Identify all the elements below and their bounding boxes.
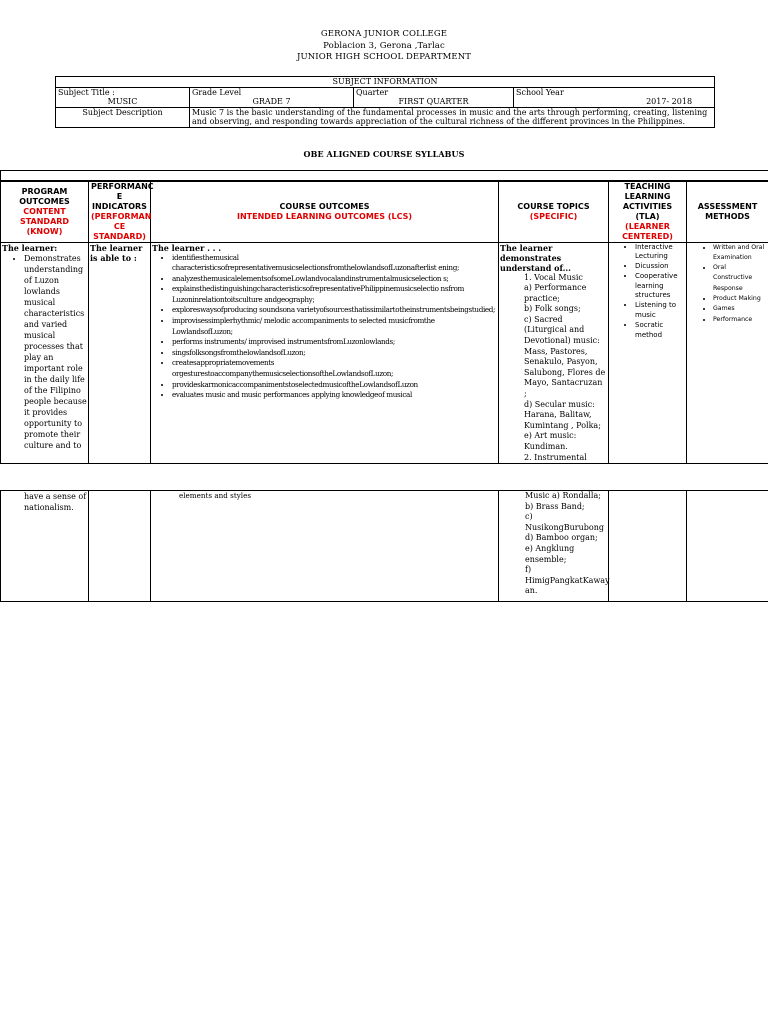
grade-level-cell: [190, 87, 354, 107]
topics-cont-cell: [499, 491, 609, 602]
topic-line: b) Folk songs;: [524, 304, 581, 314]
school-address: Poblacion 3, Gerona ,Tarlac: [323, 41, 445, 51]
learning-outcome-item: • explainsthedistinguishingcharacteristicsofrepresentativePhilippinemusicselectio nsfrom Luzoninrelationtoitsculture andgeography;: [172, 284, 497, 305]
tla-item: • Cooperative learning structures: [635, 272, 684, 301]
quarter-label: Quarter: [356, 87, 389, 97]
tla-item: • Socratic method: [635, 321, 684, 341]
assessment-cont-cell: [687, 491, 768, 602]
subject-information-table: [55, 76, 715, 128]
learning-outcome-item: • improvisessimplerhythmic/ melodic accompaniments to selected musicfromthe LowlandsofLuzon;: [172, 316, 497, 337]
subject-description-label: Subject Description: [56, 107, 190, 127]
syllabus-top-band: [1, 171, 768, 181]
learning-outcomes-cell: [151, 242, 499, 464]
tla-cont-cell: [609, 491, 687, 602]
topic-line: f) HimigPangkatKaway an.: [525, 565, 610, 596]
subject-title-value: MUSIC: [107, 97, 138, 106]
subject-title-cell: [56, 87, 190, 107]
school-year-cell: [514, 87, 715, 107]
topic-line: d) Bamboo organ;: [525, 533, 598, 543]
program-outcomes-header: PROGRAM OUTCOMES CONTENT STANDARD (KNOW): [1, 181, 89, 243]
learning-outcomes-cont-cell: [151, 491, 499, 602]
assessment-item: • Written and Oral Examination: [713, 243, 766, 264]
syllabus-table: [0, 170, 768, 464]
subject-title-label: Subject Title :: [58, 87, 115, 97]
subject-description-value: Music 7 is the basic understanding of the fundamental processes in music and the arts through performing, creating, listening and observing, and responding towards appreciation of the cultural richness of the different provinces in the Philippines.: [190, 107, 715, 127]
grade-level-value: GRADE 7: [252, 97, 291, 106]
topic-line: e) Art music: Kundiman.: [524, 431, 577, 451]
learning-outcome-item: • performs instruments/ improvised instrumentsfromLuzonlowlands;: [172, 337, 497, 348]
program-outcomes-cont-cell: [1, 491, 89, 602]
learning-outcome-item: • analyzesthemusicalelementsofsomeLowlandvocalandinstrumentalmusicselection s;: [172, 274, 497, 285]
tla-item: • Listening to music: [635, 301, 684, 321]
topics-intro: The learner demonstrates understand of...: [500, 242, 571, 273]
learning-outcome-item: • createsappropriatemovements orgesturestoaccompanythemusicselectionsoftheLowlandsofLuzon;: [172, 358, 497, 379]
course-outcomes-header: COURSE OUTCOMES INTENDED LEARNING OUTCOMES (LCS): [151, 181, 499, 243]
quarter-value: FIRST QUARTER: [398, 97, 469, 106]
course-topics-header: COURSE TOPICS (SPECIFIC): [499, 181, 609, 243]
assessment-item: • Product Making: [713, 294, 766, 304]
topic-line: c) Sacred (Liturgical and Devotional) music: Mass, Pastores, Senakulo, Pasyon, Salubong, Flores de Mayo, Santacruzan ;: [524, 314, 606, 399]
learning-outcome-item: • identifiesthemusical characteristicsofrepresentativemusicselectionsfromthelowlandsofLuzonafterlist ening;: [172, 253, 497, 274]
topic-line: b) Brass Band;: [525, 501, 585, 511]
topic-line: 2. Instrumental: [524, 452, 587, 462]
learning-outcomes-intro: The learner . . .: [152, 242, 222, 253]
learning-outcome-item: • exploreswaysofproducing soundsona varietyofsourcesthatissimilartotheinstrumentsbeingstudied;: [172, 305, 497, 316]
grade-level-label: Grade Level: [192, 87, 242, 97]
program-intro: The learner:: [2, 242, 58, 253]
program-outcomes-cell: [1, 242, 89, 464]
program-outcome-item: • Demonstrates understanding of Luzon lowlands musical characteristics and varied musical processes that play an important role in the daily life of the Filipino people because it provides opportunity to promote their culture and to: [24, 253, 87, 451]
assessment-header: ASSESSMENT METHODS: [687, 181, 768, 243]
quarter-cell: [354, 87, 514, 107]
tla-cell: [609, 242, 687, 464]
topic-line: d) Secular music: Harana, Balitaw, Kumintang , Polka;: [524, 399, 601, 430]
learning-outcome-item: • evaluates music and music performances applying knowledgeof musical: [172, 390, 497, 401]
performance-indicators-header: PERFORMANC E INDICATORS (PERFORMAN CE STANDARD): [89, 181, 151, 243]
assessment-cell: [687, 242, 768, 464]
assessment-item: • Games: [713, 304, 766, 314]
program-outcome-continued: have a sense of nationalism.: [24, 492, 87, 512]
learning-outcome-continued: elements and styles: [179, 491, 252, 500]
department-name: JUNIOR HIGH SCHOOL DEPARTMENT: [296, 52, 472, 62]
learning-outcome-item: • provideskarmonicaccompanimentstoselectedmusicoftheLowlandsofLuzon: [172, 380, 497, 391]
school-name: GERONA JUNIOR COLLEGE: [320, 29, 448, 39]
school-year-value: 2017- 2018: [646, 97, 693, 106]
learning-outcome-item: • singsfolksongsfromthelowlandsofLuzon;: [172, 348, 497, 359]
topic-line: Music a) Rondalla;: [525, 491, 601, 500]
tla-item: • Dicussion: [635, 262, 684, 272]
school-year-label: School Year: [516, 87, 564, 97]
topic-line: e) Angklung ensemble;: [525, 543, 575, 564]
topic-line: 1. Vocal Music: [524, 272, 583, 282]
syllabus-title: OBE ALIGNED COURSE SYLLABUS: [303, 149, 465, 159]
performance-indicators-cell: [89, 242, 151, 464]
topic-line: a) Performance practice;: [524, 283, 587, 303]
tla-header: TEACHING LEARNING ACTIVITIES (TLA) (LEARNER CENTERED): [609, 181, 687, 243]
performance-intro: The learner is able to :: [90, 242, 143, 263]
assessment-item: • Performance: [713, 315, 766, 325]
topic-line: c) NusikongBurubong: [525, 512, 604, 532]
course-topics-cell: [499, 242, 609, 464]
subject-info-heading: SUBJECT INFORMATION: [56, 77, 715, 88]
syllabus-table-continued: [0, 490, 768, 602]
tla-item: • Interactive Lecturing: [635, 243, 684, 263]
performance-cont-cell: [89, 491, 151, 602]
assessment-item: • Oral Constructive Response: [713, 263, 766, 294]
